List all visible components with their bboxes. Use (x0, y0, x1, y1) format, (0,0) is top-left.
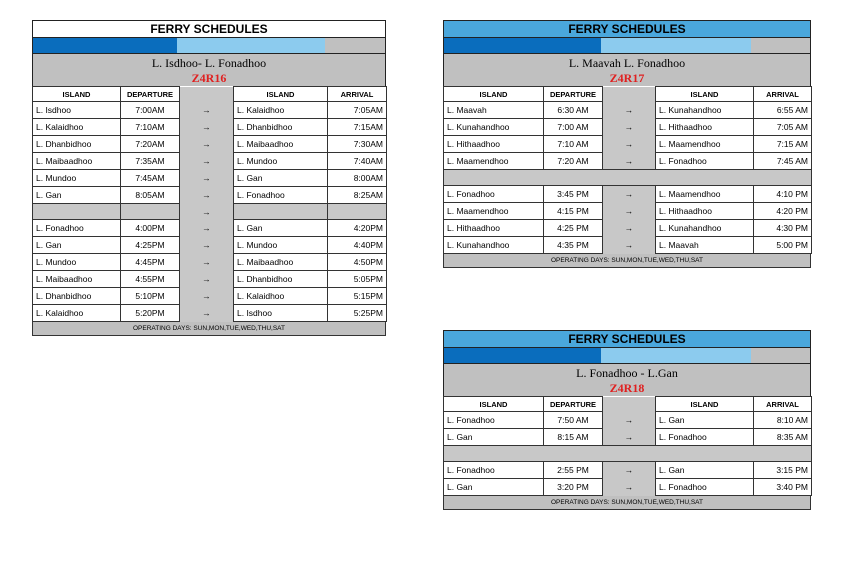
cell-from-island: L. Gan (33, 237, 121, 254)
cell-arrival: 8:35 AM (754, 429, 812, 446)
col-header-arrival: ARRIVAL (328, 87, 387, 102)
gap-row (33, 204, 387, 220)
table-row (33, 170, 387, 187)
cell-arrival: 8:00AM (328, 170, 387, 187)
table-row (33, 305, 387, 322)
cell-arrival: 4:10 PM (754, 186, 812, 203)
table-row (33, 102, 387, 119)
table-row (444, 186, 812, 203)
table-row (33, 220, 387, 237)
rows-morning (444, 102, 812, 170)
route-header (443, 364, 811, 396)
cell-departure: 7:10AM (121, 119, 180, 136)
cell-departure: 7:50 AM (544, 412, 603, 429)
right-arrow-icon: → (603, 186, 656, 203)
cell-arrival: 7:15 AM (754, 136, 812, 153)
table-row (33, 119, 387, 136)
gap-row (444, 170, 812, 186)
schedule-table (443, 396, 812, 496)
cell-arrival: 4:20 PM (754, 203, 812, 220)
rows-afternoon (33, 220, 387, 322)
col-header-island: ISLAND (444, 397, 544, 412)
right-arrow-icon: → (180, 288, 234, 305)
table-header-row (444, 87, 812, 102)
right-arrow-icon: → (603, 136, 656, 153)
cell-departure: 7:00 AM (544, 119, 603, 136)
schedule-z4r18 (443, 330, 811, 510)
cell-departure: 8:15 AM (544, 429, 603, 446)
cell-to-island: L. Fonadhoo (656, 429, 754, 446)
table-header-row (444, 397, 812, 412)
right-arrow-icon: → (180, 187, 234, 204)
cell-from-island: L. Kalaidhoo (33, 119, 121, 136)
table-row (444, 479, 812, 496)
cell-arrival: 7:45 AM (754, 153, 812, 170)
col-header-island2: ISLAND (234, 87, 328, 102)
right-arrow-icon: → (603, 153, 656, 170)
cell-arrival: 5:00 PM (754, 237, 812, 254)
cell-from-island: L. Maibaadhoo (33, 153, 121, 170)
table-row (33, 237, 387, 254)
cell-arrival: 5:15PM (328, 288, 387, 305)
cell-to-island: L. Mundoo (234, 153, 328, 170)
table-row (444, 429, 812, 446)
cell-arrival: 6:55 AM (754, 102, 812, 119)
table-row (444, 220, 812, 237)
rows-afternoon (444, 186, 812, 254)
table-row (33, 153, 387, 170)
cell-departure: 4:55PM (121, 271, 180, 288)
cell-departure: 4:15 PM (544, 203, 603, 220)
route-code: Z4R18 (609, 381, 645, 395)
right-arrow-icon: → (180, 136, 234, 153)
cell-departure: 4:25 PM (544, 220, 603, 237)
cell-to-island: L. Fonadhoo (234, 187, 328, 204)
col-header-departure: DEPARTURE (121, 87, 180, 102)
cell-from-island: L. Gan (33, 187, 121, 204)
right-arrow-icon: → (180, 254, 234, 271)
right-arrow-icon: → (180, 237, 234, 254)
right-arrow-icon: → (180, 102, 234, 119)
cell-departure: 8:05AM (121, 187, 180, 204)
rows-morning (444, 412, 812, 446)
route-name: L. Isdhoo- L. Fonadhoo (151, 56, 267, 70)
operating-days: OPERATING DAYS: SUN,MON,TUE,WED,THU,SAT (32, 322, 386, 336)
cell-arrival: 8:25AM (328, 187, 387, 204)
cell-departure: 3:20 PM (544, 479, 603, 496)
table-row (444, 412, 812, 429)
cell-from-island: L. Gan (444, 429, 544, 446)
cell-departure: 7:20AM (121, 136, 180, 153)
cell-arrival: 7:05AM (328, 102, 387, 119)
col-header-arrow (603, 87, 656, 102)
col-header-arrow (180, 87, 234, 102)
route-header (32, 54, 386, 86)
cell-arrival: 4:40PM (328, 237, 387, 254)
route-name: L. Fonadhoo - L.Gan (576, 366, 678, 380)
cell-to-island: L. Maibaadhoo (234, 136, 328, 153)
route-code: Z4R17 (609, 71, 645, 85)
cell-to-island: L. Gan (656, 462, 754, 479)
cell-departure: 5:10PM (121, 288, 180, 305)
cell-departure: 7:45AM (121, 170, 180, 187)
right-arrow-icon: → (603, 462, 656, 479)
table-row (444, 462, 812, 479)
cell-to-island: L. Maamendhoo (656, 186, 754, 203)
cell-from-island: L. Fonadhoo (444, 186, 544, 203)
col-header-island2: ISLAND (656, 397, 754, 412)
table-row (33, 254, 387, 271)
col-header-island: ISLAND (444, 87, 544, 102)
cell-to-island: L. Fonadhoo (656, 153, 754, 170)
cell-from-island: L. Dhanbidhoo (33, 288, 121, 305)
table-row (444, 119, 812, 136)
schedule-z4r16 (32, 20, 386, 336)
cell-to-island: L. Maibaadhoo (234, 254, 328, 271)
rows-afternoon (444, 462, 812, 496)
table-row (444, 237, 812, 254)
cell-arrival: 8:10 AM (754, 412, 812, 429)
cell-to-island: L. Fonadhoo (656, 479, 754, 496)
route-code: Z4R16 (191, 71, 227, 85)
cell-from-island: L. Hithaadhoo (444, 220, 544, 237)
schedule-title: FERRY SCHEDULES (443, 20, 811, 38)
table-row (33, 271, 387, 288)
right-arrow-icon: → (603, 237, 656, 254)
schedule-title: FERRY SCHEDULES (443, 330, 811, 348)
cell-from-island: L. Fonadhoo (33, 220, 121, 237)
col-header-arrow (603, 397, 656, 412)
cell-arrival: 7:30AM (328, 136, 387, 153)
cell-arrival: 4:30 PM (754, 220, 812, 237)
cell-from-island: L. Gan (444, 479, 544, 496)
cell-arrival: 7:05 AM (754, 119, 812, 136)
schedule-title: FERRY SCHEDULES (32, 20, 386, 38)
cell-to-island: L. Maavah (656, 237, 754, 254)
right-arrow-icon: → (180, 271, 234, 288)
right-arrow-icon: → (603, 203, 656, 220)
cell-departure: 4:35 PM (544, 237, 603, 254)
cell-from-island: L. Fonadhoo (444, 462, 544, 479)
cell-from-island: L. Maibaadhoo (33, 271, 121, 288)
cell-from-island: L. Fonadhoo (444, 412, 544, 429)
table-row (33, 136, 387, 153)
cell-departure: 5:20PM (121, 305, 180, 322)
cell-from-island: L. Isdhoo (33, 102, 121, 119)
cell-from-island: L. Maamendhoo (444, 203, 544, 220)
cell-arrival: 5:25PM (328, 305, 387, 322)
right-arrow-icon: → (180, 305, 234, 322)
cell-to-island: L. Kalaidhoo (234, 288, 328, 305)
cell-departure: 4:45PM (121, 254, 180, 271)
cell-from-island: L. Kalaidhoo (33, 305, 121, 322)
cell-arrival: 3:15 PM (754, 462, 812, 479)
cell-to-island: L. Dhanbidhoo (234, 119, 328, 136)
schedule-z4r17 (443, 20, 811, 268)
right-arrow-icon: → (603, 429, 656, 446)
cell-from-island: L. Kunahandhoo (444, 119, 544, 136)
cell-from-island: L. Mundoo (33, 254, 121, 271)
col-header-island: ISLAND (33, 87, 121, 102)
cell-to-island: L. Mundoo (234, 237, 328, 254)
right-arrow-icon: → (603, 102, 656, 119)
operating-days: OPERATING DAYS: SUN,MON,TUE,WED,THU,SAT (443, 254, 811, 268)
cell-from-island: L. Maamendhoo (444, 153, 544, 170)
col-header-departure: DEPARTURE (544, 397, 603, 412)
cell-departure: 7:20 AM (544, 153, 603, 170)
cell-departure: 7:10 AM (544, 136, 603, 153)
cell-from-island: L. Hithaadhoo (444, 136, 544, 153)
right-arrow-icon: → (180, 153, 234, 170)
cell-from-island: L. Maavah (444, 102, 544, 119)
cell-departure: 6:30 AM (544, 102, 603, 119)
route-header (443, 54, 811, 86)
cell-from-island: L. Dhanbidhoo (33, 136, 121, 153)
rows-morning (33, 102, 387, 204)
schedule-table (443, 86, 812, 254)
cell-arrival: 3:40 PM (754, 479, 812, 496)
cell-departure: 7:35AM (121, 153, 180, 170)
cell-to-island: L. Dhanbidhoo (234, 271, 328, 288)
schedule-table (32, 86, 387, 322)
right-arrow-icon: → (180, 119, 234, 136)
right-arrow-icon: → (180, 204, 234, 220)
col-header-departure: DEPARTURE (544, 87, 603, 102)
cell-departure: 2:55 PM (544, 462, 603, 479)
right-arrow-icon: → (180, 220, 234, 237)
table-row (444, 102, 812, 119)
cell-to-island: L. Gan (234, 170, 328, 187)
cell-to-island: L. Hithaadhoo (656, 203, 754, 220)
right-arrow-icon: → (603, 220, 656, 237)
cell-from-island: L. Kunahandhoo (444, 237, 544, 254)
right-arrow-icon: → (180, 170, 234, 187)
cell-arrival: 7:40AM (328, 153, 387, 170)
table-row (33, 187, 387, 204)
table-row (444, 153, 812, 170)
color-bar (443, 348, 811, 364)
cell-arrival: 5:05PM (328, 271, 387, 288)
cell-to-island: L. Hithaadhoo (656, 119, 754, 136)
cell-arrival: 4:20PM (328, 220, 387, 237)
cell-to-island: L. Kunahandhoo (656, 102, 754, 119)
cell-to-island: L. Kalaidhoo (234, 102, 328, 119)
color-bar (443, 38, 811, 54)
cell-departure: 4:00PM (121, 220, 180, 237)
cell-departure: 7:00AM (121, 102, 180, 119)
cell-to-island: L. Gan (234, 220, 328, 237)
col-header-arrival: ARRIVAL (754, 397, 812, 412)
cell-arrival: 4:50PM (328, 254, 387, 271)
route-name: L. Maavah L. Fonadhoo (568, 56, 686, 70)
cell-from-island: L. Mundoo (33, 170, 121, 187)
table-row (33, 288, 387, 305)
gap-row (444, 446, 812, 462)
cell-to-island: L. Isdhoo (234, 305, 328, 322)
table-row (444, 203, 812, 220)
col-header-island2: ISLAND (656, 87, 754, 102)
right-arrow-icon: → (603, 119, 656, 136)
right-arrow-icon: → (603, 412, 656, 429)
cell-departure: 3:45 PM (544, 186, 603, 203)
color-bar (32, 38, 386, 54)
table-header-row (33, 87, 387, 102)
cell-to-island: L. Maamendhoo (656, 136, 754, 153)
table-row (444, 136, 812, 153)
cell-to-island: L. Kunahandhoo (656, 220, 754, 237)
right-arrow-icon: → (603, 479, 656, 496)
cell-arrival: 7:15AM (328, 119, 387, 136)
col-header-arrival: ARRIVAL (754, 87, 812, 102)
cell-departure: 4:25PM (121, 237, 180, 254)
cell-to-island: L. Gan (656, 412, 754, 429)
operating-days: OPERATING DAYS: SUN,MON,TUE,WED,THU,SAT (443, 496, 811, 510)
